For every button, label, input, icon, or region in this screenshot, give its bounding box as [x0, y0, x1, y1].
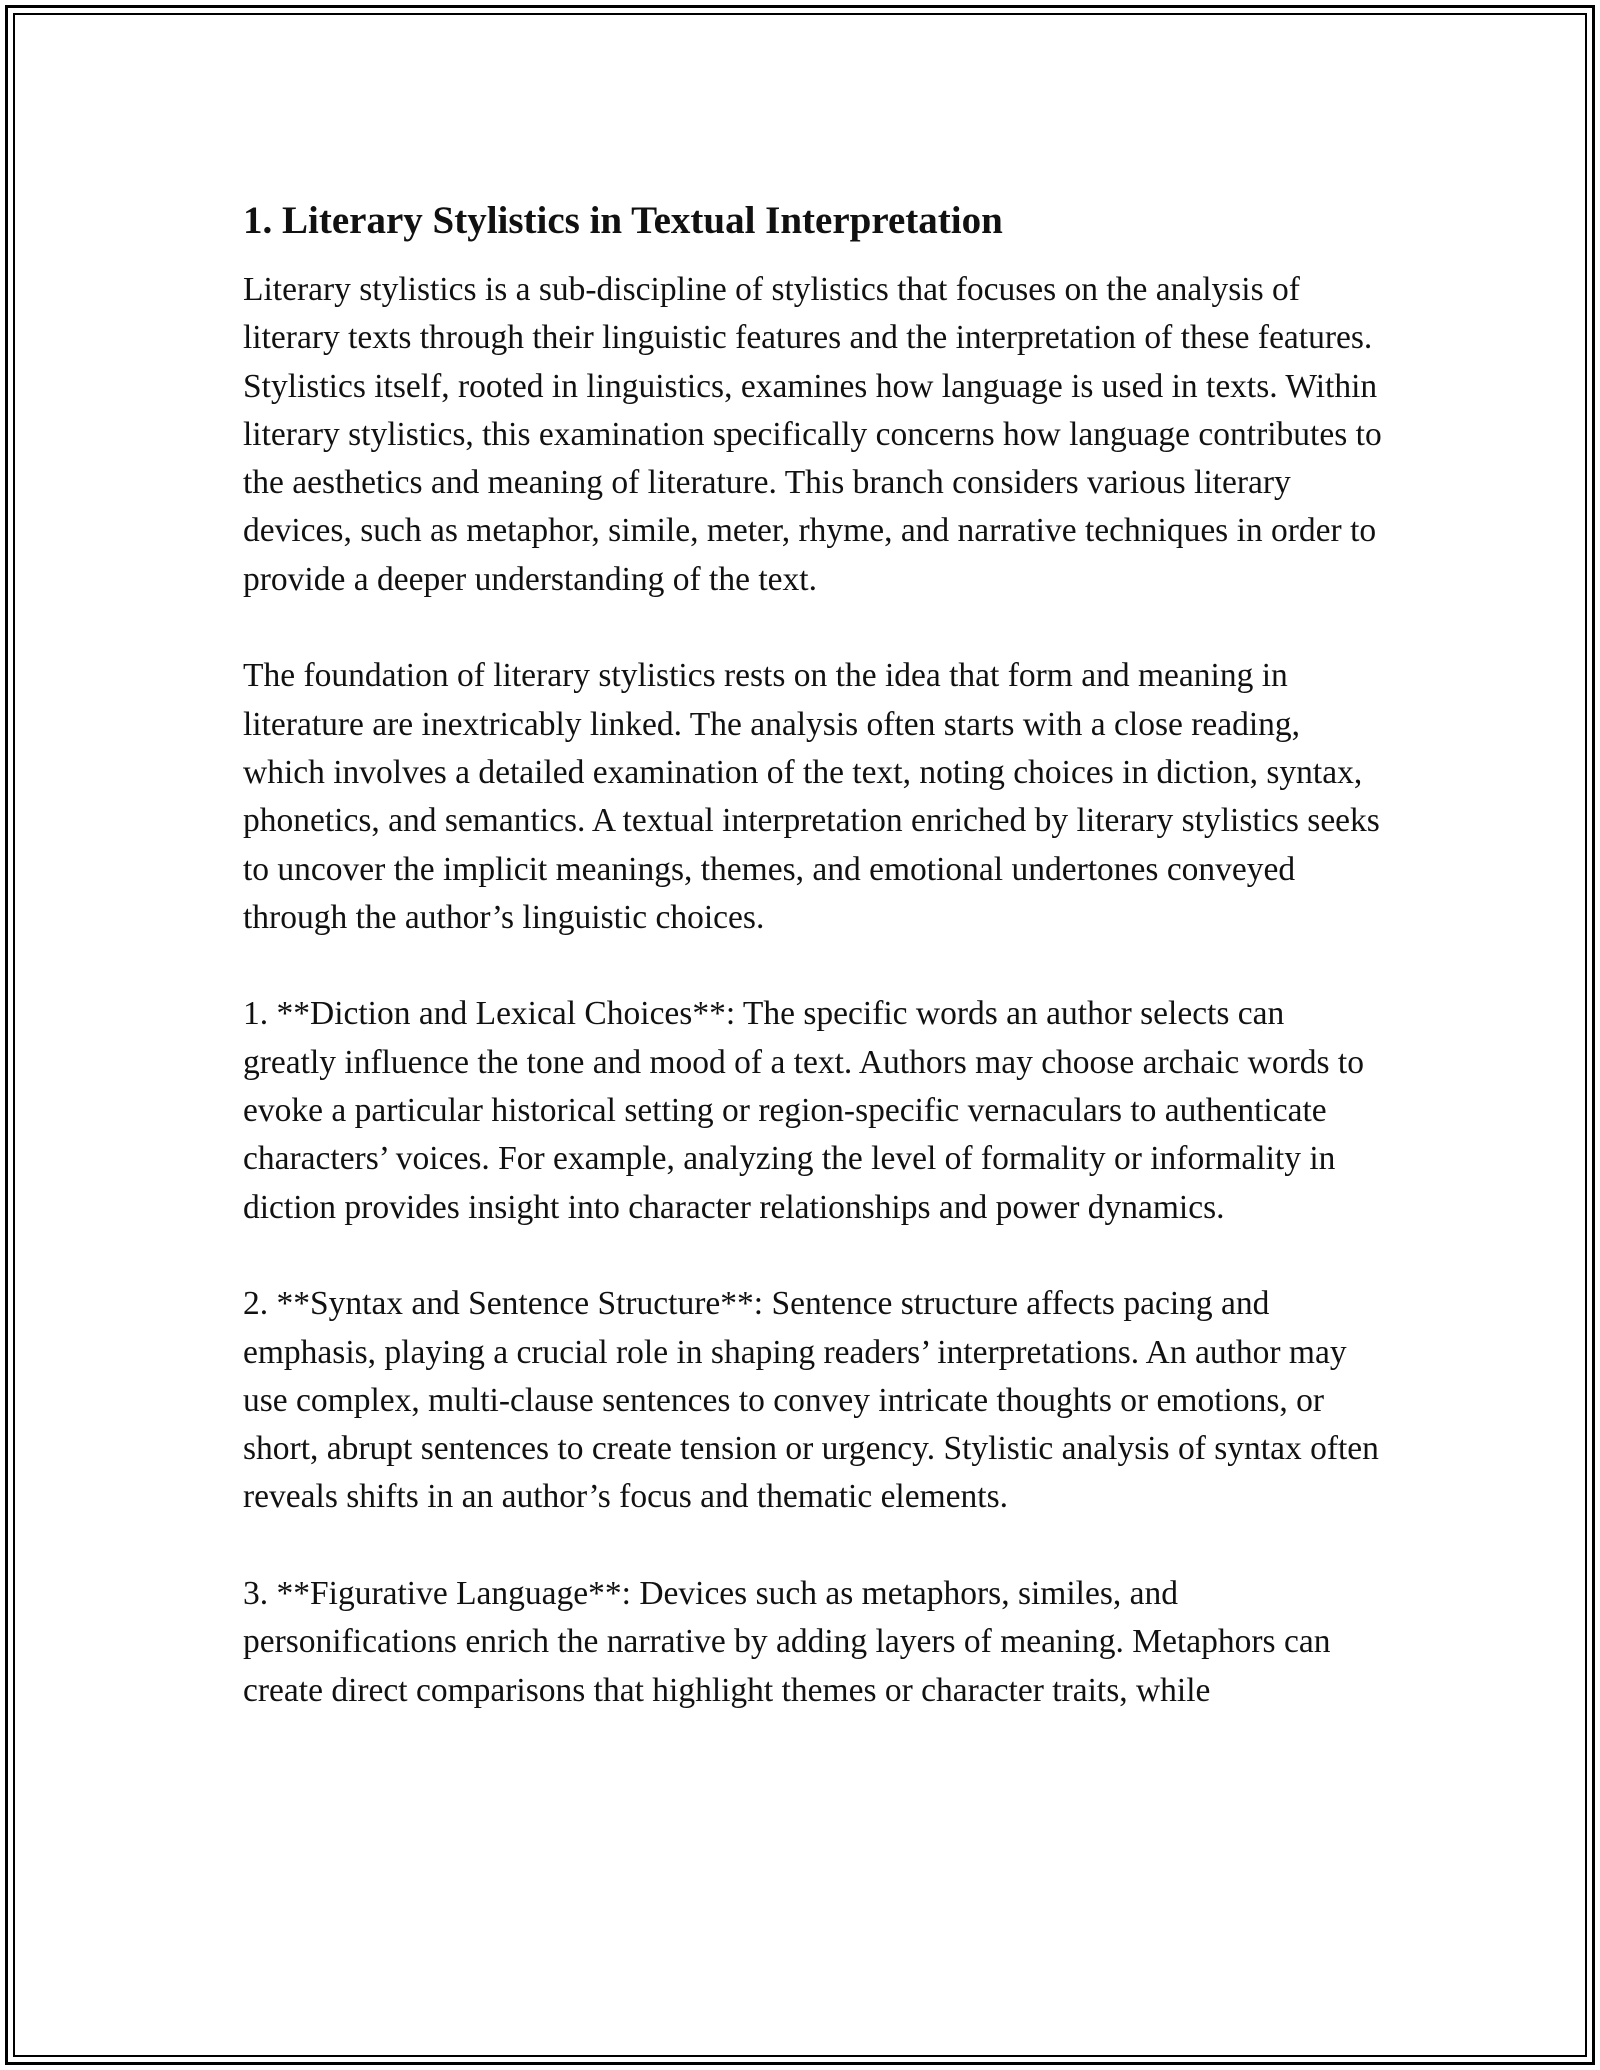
paragraph-syntax: 2. **Syntax and Sentence Structure**: Sentence structure affects pacing and emphasis, playing a crucial role in shaping readers’ interpretations. An author may use complex, multi-clause sentences to convey intricate thoughts or emotions, or short, abrupt sentences to create tension or urgency. Stylistic analysis of syntax often reveals shifts in an author’s focus and thematic elements. — [243, 1285, 1379, 1516]
paragraph-figurative: 3. **Figurative Language**: Devices such as metaphors, similes, and personifications enrich the narrative by adding layers of meaning. Metaphors can create direct comparisons that highlight themes or character traits, while — [243, 1575, 1331, 1709]
document-body — [243, 193, 1383, 1715]
page-frame — [5, 5, 1595, 2065]
section-heading: 1. Literary Stylistics in Textual Interpretation — [243, 199, 1003, 242]
paragraph-foundation: The foundation of literary stylistics rests on the idea that form and meaning in literature are inextricably linked. The analysis often starts with a close reading, which involves a detailed examination of the text, noting choices in diction, syntax, phonetics, and semantics. A textual interpretation enriched by literary stylistics seeks to uncover the implicit meanings, themes, and emotional undertones conveyed through the author’s linguistic choices. — [243, 657, 1380, 936]
paragraph-intro: Literary stylistics is a sub-discipline of stylistics that focuses on the analysis of literary texts through their linguistic features and the interpretation of these features. Stylistics itself, rooted in linguistics, examines how language is used in texts. Within literary stylistics, this examination specifically concerns how language contributes to the aesthetics and meaning of literature. This branch considers various literary devices, such as metaphor, simile, meter, rhyme, and narrative techniques in order to provide a deeper understanding of the text. — [243, 271, 1382, 598]
paragraph-diction: 1. **Diction and Lexical Choices**: The specific words an author selects can greatly influence the tone and mood of a text. Authors may choose archaic words to evoke a particular historical setting or region-specific vernaculars to authenticate characters’ voices. For example, analyzing the level of formality or informality in diction provides insight into character relationships and power dynamics. — [243, 995, 1364, 1226]
